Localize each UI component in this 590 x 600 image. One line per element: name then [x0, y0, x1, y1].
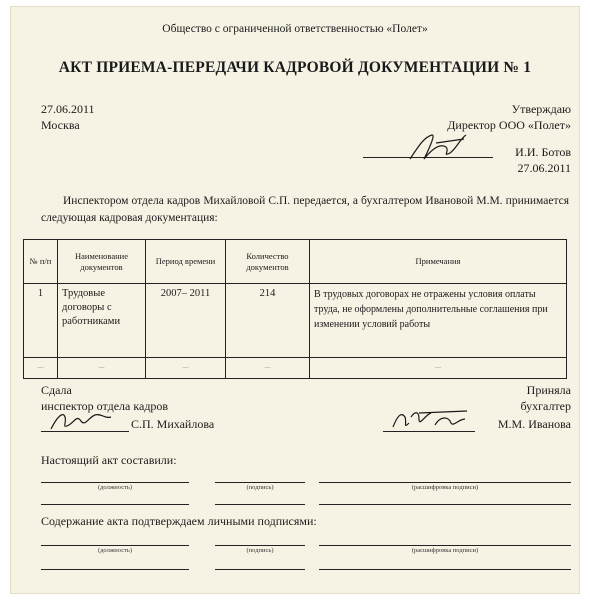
confirmed-name-line-2	[319, 569, 571, 570]
caption-signature: (подпись)	[246, 547, 274, 554]
document-title: АКТ ПРИЕМА-ПЕРЕДАЧИ КАДРОВОЙ ДОКУМЕНТАЦИИ № 1	[58, 59, 532, 76]
compiled-name-line-2	[319, 504, 571, 505]
handover-position: инспектор отдела кадров	[41, 399, 169, 413]
approval-position: Директор ООО «Полет»	[447, 118, 571, 132]
handover-label: Сдала	[41, 383, 72, 397]
empty-mark: —	[146, 358, 226, 379]
table-header-row	[24, 240, 567, 284]
acceptance-position: бухгалтер	[520, 399, 571, 413]
header-period: Период времени	[146, 240, 226, 284]
confirmed-signature-line-1	[215, 545, 305, 546]
documents-table	[23, 239, 567, 379]
acceptance-signature-image	[389, 405, 473, 433]
row-notes: В трудовых договорах не отражены условия оплаты труда, не оформлены дополнительные соглашения при изменении условий работы	[310, 284, 567, 358]
caption-name: (расшифровка подписи)	[411, 484, 479, 491]
confirmed-position-line-2	[41, 569, 189, 570]
document-date: 27.06.2011	[41, 102, 95, 116]
organization-name: Общество с ограниченной ответственностью «Полет»	[162, 23, 428, 35]
header-notes: Примечания	[310, 240, 567, 284]
caption-name: (расшифровка подписи)	[411, 547, 479, 554]
row-document-name: Трудовые договоры с работниками	[58, 284, 146, 358]
approval-name: И.И. Ботов	[515, 145, 571, 159]
confirmed-signature-line-2	[215, 569, 305, 570]
caption-position: (должность)	[97, 484, 133, 491]
compiled-signature-line-2	[215, 504, 305, 505]
header-document-name: Наименование документов	[58, 240, 146, 284]
table-row-empty	[24, 358, 567, 379]
confirmed-name-line-1	[319, 545, 571, 546]
row-quantity: 214	[226, 284, 310, 358]
caption-signature: (подпись)	[246, 484, 274, 491]
handover-signature-image	[47, 407, 117, 435]
compiled-position-line-1	[41, 482, 189, 483]
document-page	[10, 6, 580, 594]
confirmed-label: Содержание акта подтверждаем личными подписями:	[41, 514, 317, 528]
intro-paragraph: Инспектором отдела кадров Михайловой С.П. передается, а бухгалтером Ивановой М.М. принимается следующая кадровая документация:	[41, 195, 569, 224]
compiled-name-line-1	[319, 482, 571, 483]
confirmed-position-line-1	[41, 545, 189, 546]
empty-mark: —	[24, 358, 58, 379]
approval-label: Утверждаю	[511, 102, 571, 116]
compiled-signature-line-1	[215, 482, 305, 483]
handover-name: С.П. Михайлова	[131, 417, 215, 431]
empty-mark: —	[58, 358, 146, 379]
header-quantity: Количество документов	[226, 240, 310, 284]
row-number: 1	[24, 284, 58, 358]
compiled-position-line-2	[41, 504, 189, 505]
compiled-label: Настоящий акт составили:	[41, 453, 177, 467]
empty-mark: —	[310, 358, 567, 379]
approval-date: 27.06.2011	[517, 161, 571, 175]
director-signature-image	[406, 129, 476, 165]
table-row	[24, 284, 567, 358]
acceptance-label: Приняла	[526, 383, 571, 397]
header-number: № п/п	[24, 240, 58, 284]
document-city: Москва	[41, 118, 80, 132]
caption-position: (должность)	[97, 547, 133, 554]
acceptance-name: М.М. Иванова	[497, 417, 571, 431]
row-period: 2007– 2011	[146, 284, 226, 358]
empty-mark: —	[226, 358, 310, 379]
